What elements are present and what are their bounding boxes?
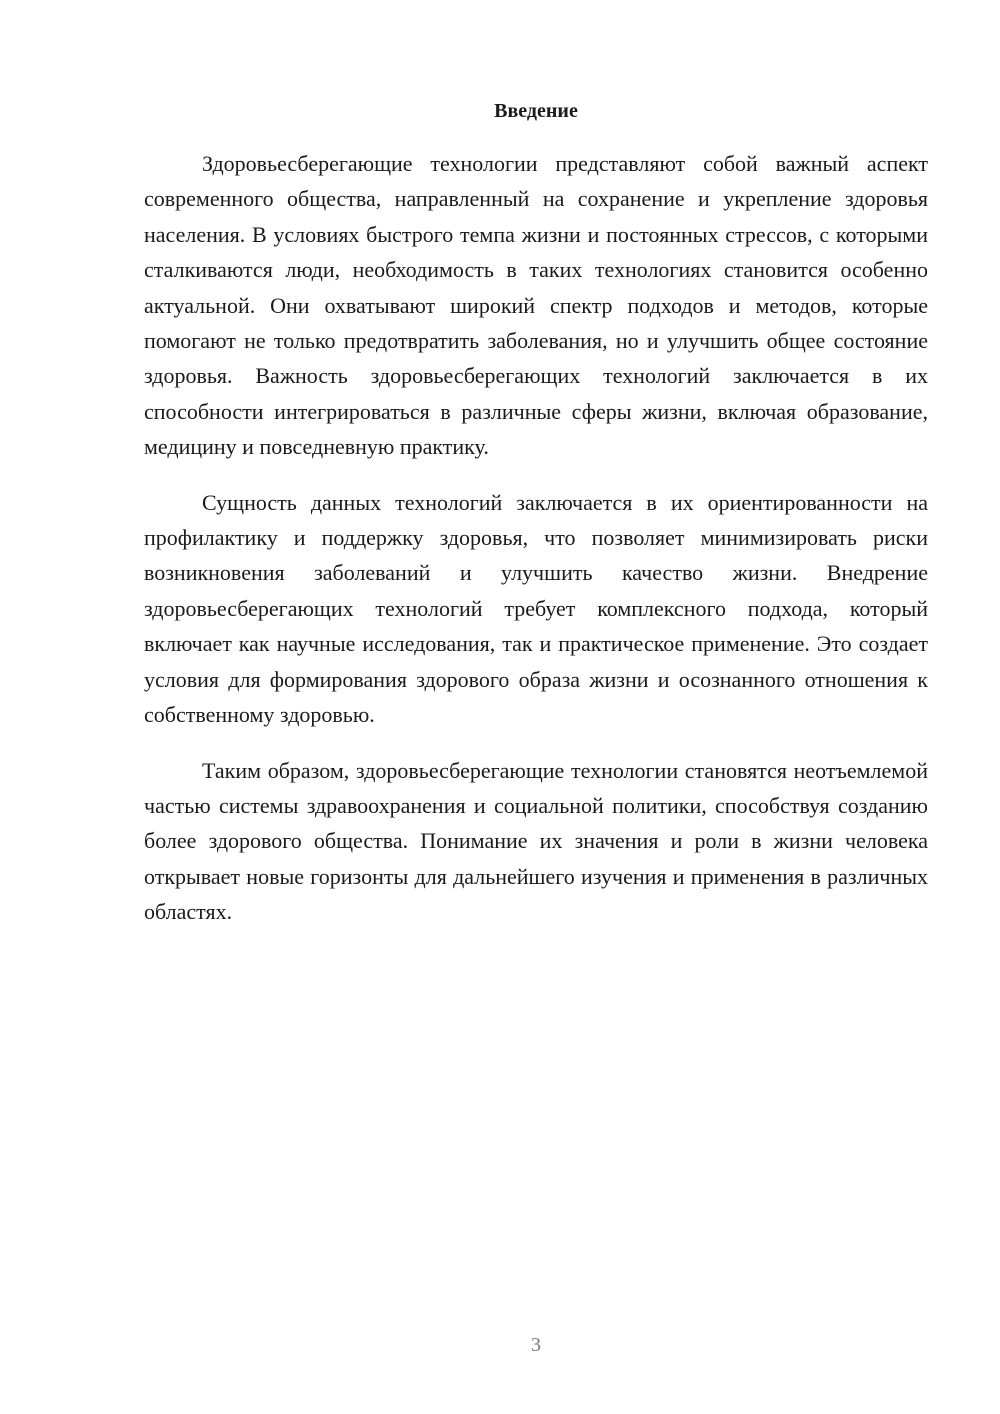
section-title: Введение (494, 100, 578, 122)
document-body (144, 96, 928, 950)
paragraph-3: Таким образом, здоровьесберегающие технологии становятся неотъемлемой частью системы здравоохранения и социальной политики, способствуя созданию более здорового общества. Понимание их значения и роли в жизни человека открывает новые горизонты для дальнейшего изучения и применения в различных областях. (144, 757, 928, 925)
paragraph-2: Сущность данных технологий заключается в их ориентированности на профилактику и поддержку здоровья, что позволяет минимизировать риски возникновения заболеваний и улучшить качество жизни. Внедрение здоровьесберегающих технологий требует комплексного подхода, который включает как научные исследования, так и практическое применение. Это создает условия для формирования здорового образа жизни и осознанного отношения к собственному здоровью. (144, 489, 928, 728)
paragraph-1: Здоровьесберегающие технологии представляют собой важный аспект современного общества, направленный на сохранение и укрепление здоровья населения. В условиях быстрого темпа жизни и постоянных стрессов, с которыми сталкиваются люди, необходимость в таких технологиях становится особенно актуальной. Они охватывают широкий спектр подходов и методов, которые помогают не только предотвратить заболевания, но и улучшить общее состояние здоровья. Важность здоровьесберегающих технологий заключается в их способности интегрироваться в различные сферы жизни, включая образование, медицину и повседневную практику. (144, 151, 928, 460)
page-number: 3 (531, 1334, 541, 1356)
